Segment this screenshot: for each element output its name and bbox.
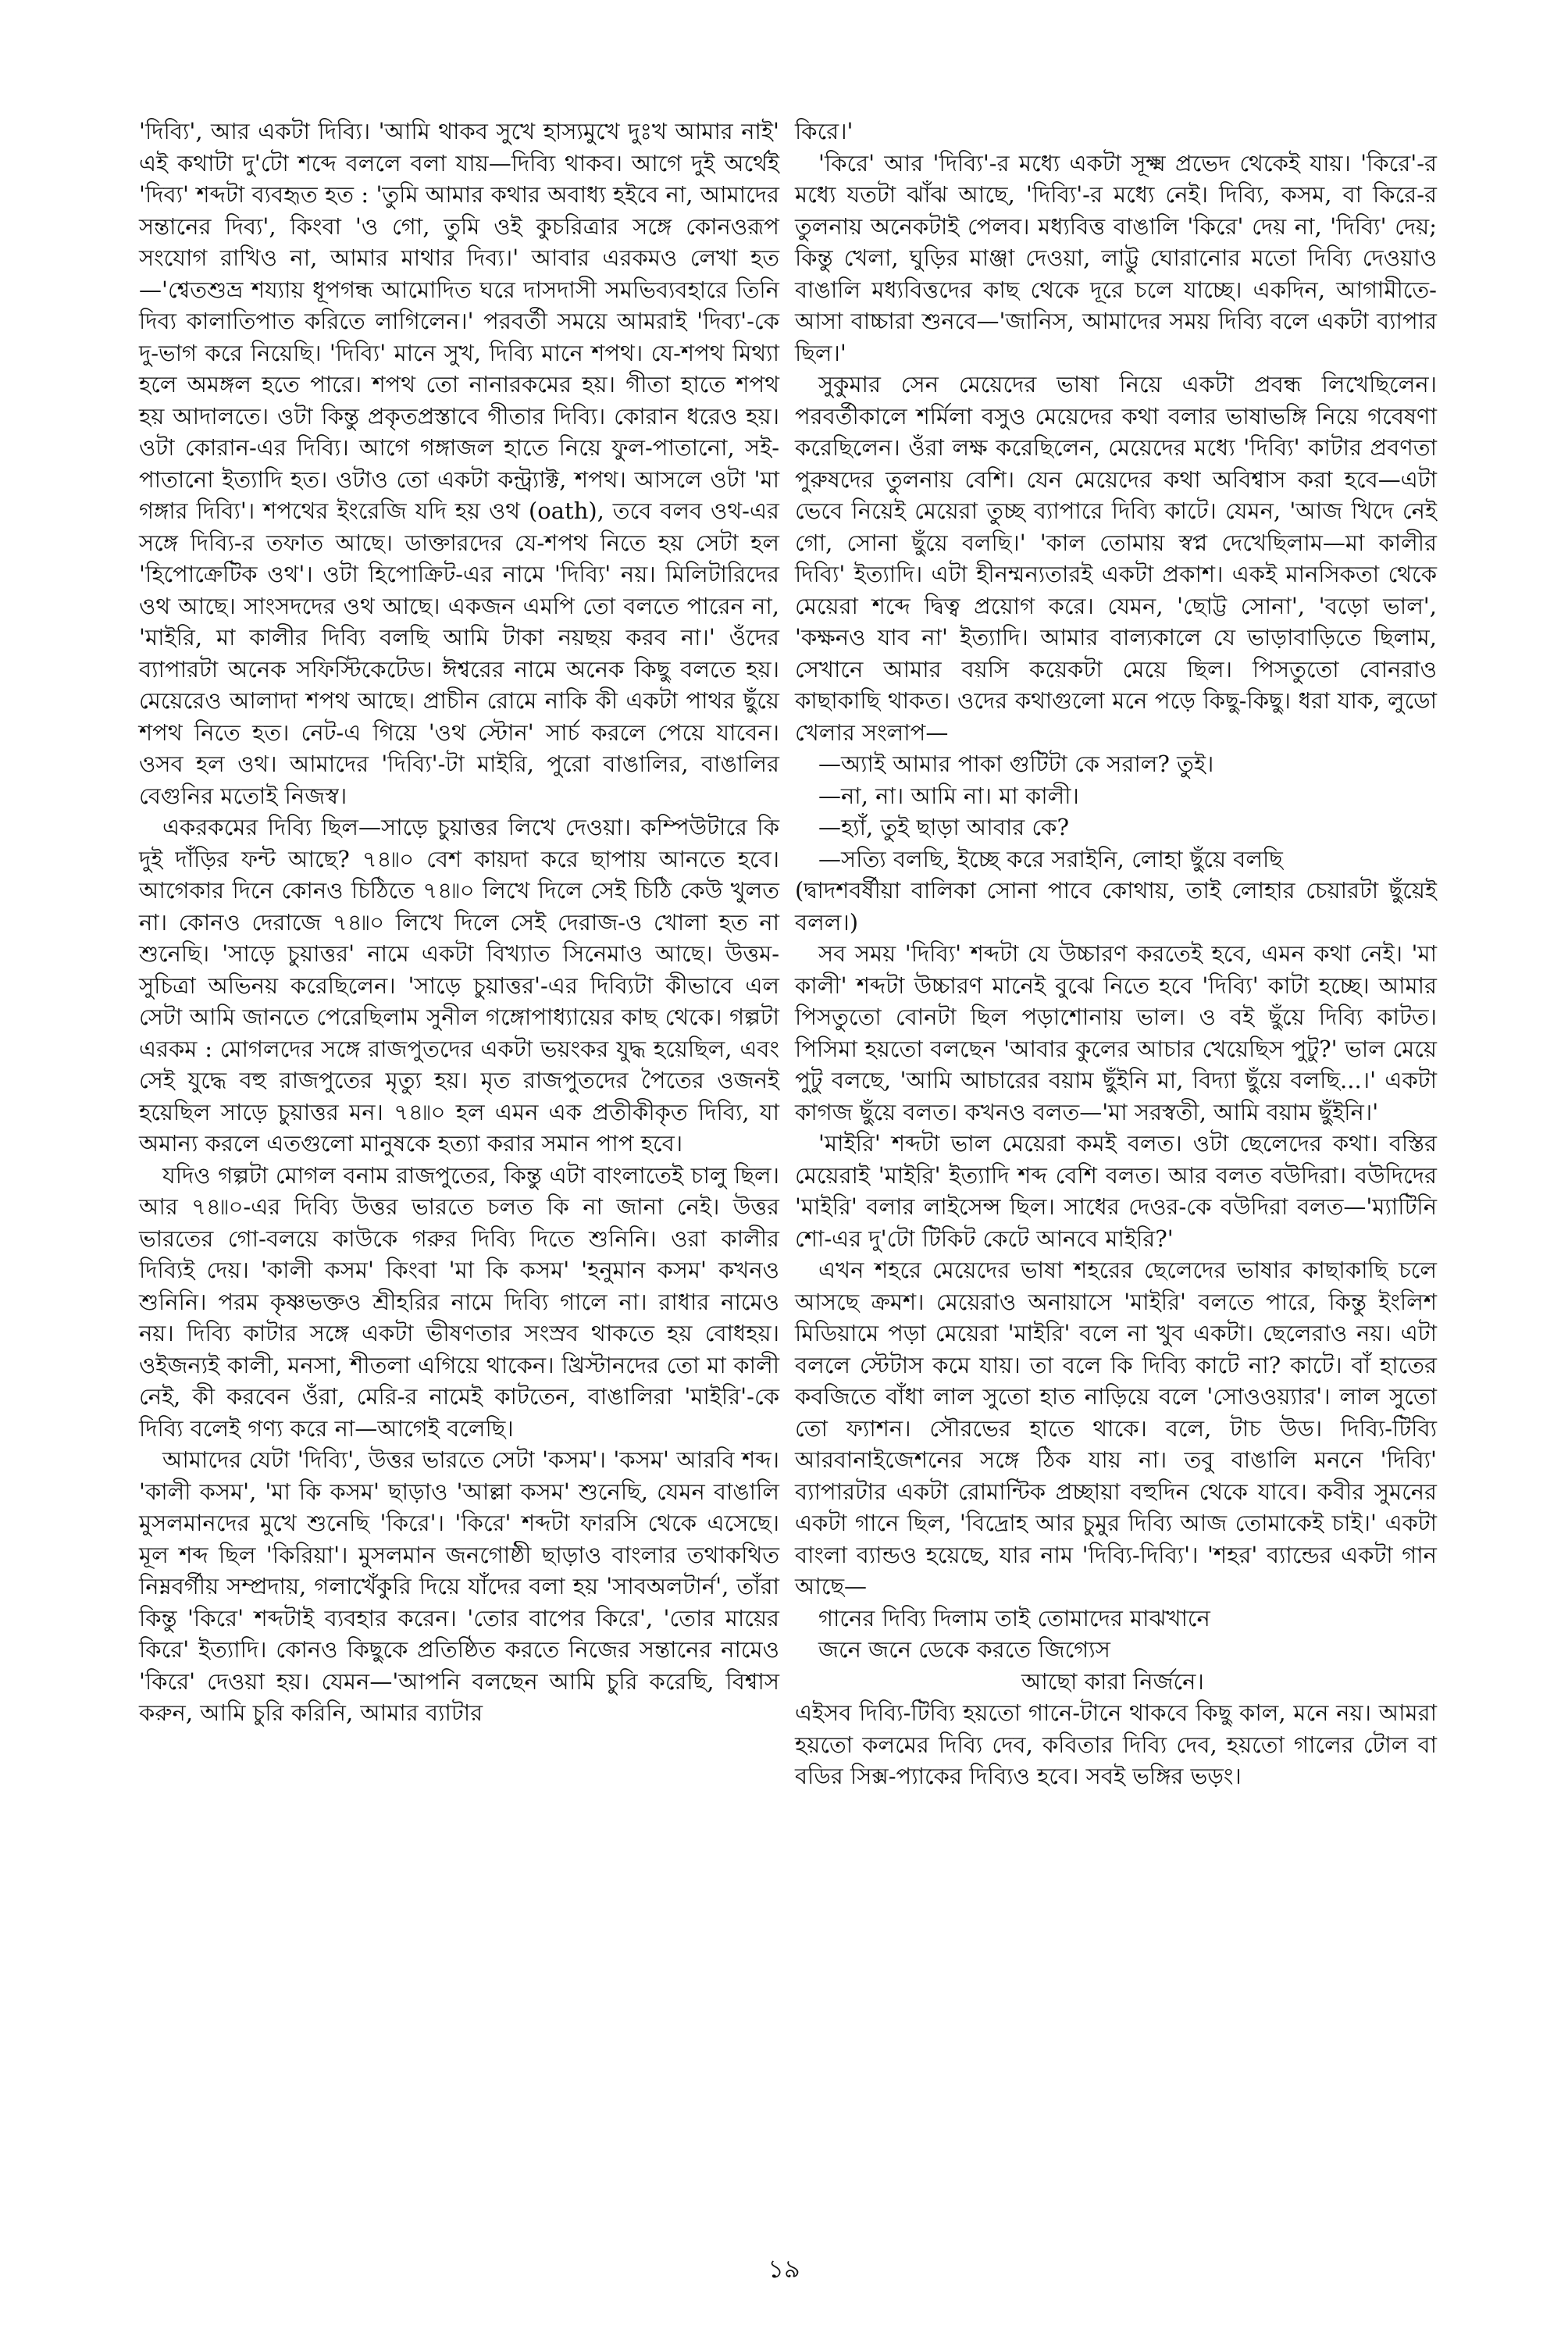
- dialogue-line: —হ্যাঁ, তুই ছাড়া আবার কে?: [818, 814, 1070, 840]
- dialogue-line: —সত্যি বলছি, ইচ্ছে করে সরাইনি, লোহা ছুঁয়ে বলছি: [818, 845, 1283, 872]
- paragraph: যদিও গল্পটা মোগল বনাম রাজপুতের, কিন্তু এটা বাংলাতেই চালু ছিল। আর ৭৪৷৷০-এর দিব্যি উত্তর ভারতে চলত কি না জানা নেই। উত্তর ভারতের গো-বলয়ে কাউকে গরুর দিব্যি দিতে শুনিনি। ওরা কালীর দিব্যিই দেয়। 'কালী কসম' কিংবা 'মা কি কসম' 'হনুমান কসম' কখনও শুনিনি। পরম কৃষ্ণভক্তও শ্রীহরির নামে দিব্যি গালে না। রাধার নামেও নয়। দিব্যি কাটার সঙ্গে একটা ভীষণতার সংস্রব থাকতে হয় বোধহয়। ওইজন্যই কালী, মনসা, শীতলা এগিয়ে থাকেন। খ্রিস্টানদের তো মা কালী নেই, কী করবেন ওঁরা, মেরি-র নামেই কাটতেন, বাঙালিরা 'মাইরি'-কে দিব্যি বলেই গণ্য করে না—আগেই বলেছি।: [139, 1161, 779, 1442]
- left-column: [139, 116, 779, 1729]
- paragraph: 'দিব্যি', আর একটা দিব্যি। 'আমি থাকব সুখে হাস্যমুখে দুঃখ আমার নাই' এই কথাটা দু'টো শব্দে বললে বলা যায়—দিব্যি থাকব। আগে দুই অর্থেই 'দিব্য' শব্দটা ব্যবহৃত হত : 'তুমি আমার কথার অবাধ্য হইবে না, আমাদের সন্তানের দিব্য', কিংবা 'ও গো, তুমি ওই কুচরিত্রার সঙ্গে কোনওরূপ সংযোগ রাখিও না, আমার মাথার দিব্য।' আবার এরকমও লেখা হত—'শ্বেতশুভ্র শয্যায় ধূপগন্ধ আমোদিত ঘরে দাসদাসী সমভিব্যবহারে তিনি দিব্য কালাতিপাত করিতে লাগিলেন।' পরবর্তী সময়ে আমরাই 'দিব্য'-কে দু-ভাগ করে নিয়েছি। 'দিব্যি' মানে সুখ, দিব্যি মানে শপথ। যে-শপথ মিথ্যা হলে অমঙ্গল হতে পারে। শপথ তো নানারকমের হয়। গীতা হাতে শপথ হয় আদালতে। ওটা কিন্তু প্রকৃতপ্রস্তাবে গীতার দিব্যি। কোরান ধরেও হয়। ওটা কোরান-এর দিব্যি। আগে গঙ্গাজল হাতে নিয়ে ফুল-পাতানো, সই-পাতানো ইত্যাদি হত। ওটাও তো একটা কন্ট্র্যাক্ট, শপথ। আসলে ওটা 'মা গঙ্গার দিব্যি'। শপথের ইংরেজি যদি হয় ওথ (oath), তবে বলব ওথ-এর সঙ্গে দিব্যি-র তফাত আছে। ডাক্তারদের যে-শপথ নিতে হয় সেটা হল 'হিপোক্রেটিক ওথ'। ওটা হিপোক্রিট-এর নামে 'দিব্যি' নয়। মিলিটারিদের ওথ আছে। সাংসদদের ওথ আছে। একজন এমপি তো বলতে পারেন না, 'মাইরি, মা কালীর দিব্যি বলছি আমি টাকা নয়ছয় করব না।' ওঁদের ব্যাপারটা অনেক সফিস্টিকেটেড। ঈশ্বরের নামে অনেক কিছু বলতে হয়। মেয়েরেও আলাদা শপথ আছে। প্রাচীন রোমে নাকি কী একটা পাথর ছুঁয়ে শপথ নিতে হত। নেট-এ গিয়ে 'ওথ স্টোন' সার্চ করলে পেয়ে যাবেন। ওসব হল ওথ। আমাদের 'দিব্যি'-টা মাইরি, পুরো বাঙালির, বাঙালির বেগুনির মতোই নিজস্ব।: [139, 118, 779, 809]
- paragraph: 'মাইরি' শব্দটা ভাল মেয়েরা কমই বলত। ওটা ছেলেদের কথা। বস্তির মেয়েরাই 'মাইরি' ইত্যাদি শব্দ বেশি বলত। আর বলত বউদিরা। বউদিদের 'মাইরি' বলার লাইসেন্স ছিল। সাধের দেওর-কে বউদিরা বলত—'ম্যাটিনি শো-এর দু'টো টিকিট কেটে আনবে মাইরি?': [795, 1130, 1437, 1252]
- paragraph: এখন শহরে মেয়েদের ভাষা শহরের ছেলেদের ভাষার কাছাকাছি চলে আসছে ক্রমশ। মেয়েরাও অনায়াসে 'মাইরি' বলতে পারে, কিন্তু ইংলিশ মিডিয়ামে পড়া মেয়েরা 'মাইরি' বলে না খুব একটা। ছেলেরাও নয়। এটা বললে স্টেটাস কমে যায়। তা বলে কি দিব্যি কাটে না? কাটে। বাঁ হাতের কবজিতে বাঁধা লাল সুতো হাত নাড়িয়ে বলে 'সোওওয়্যার'। লাল সুতো তো ফ্যাশন। সৌরভের হাতে থাকে। বলে, টাচ উড। দিব্যি-টিব্যি আরবানাইজেশনের সঙ্গে ঠিক যায় না। তবু বাঙালি মননে 'দিব্যি' ব্যাপারটার একটা রোমান্টিক প্রচ্ছায়া বহুদিন থেকে যাবে। কবীর সুমনের একটা গানে ছিল, 'বিদ্রোহ আর চুমুর দিব্যি আজ তোমাকেই চাই।' একটা বাংলা ব্যান্ডও হয়েছে, যার নাম 'দিব্যি-দিব্যি'। 'শহর' ব্যান্ডের একটা গান আছে—: [795, 1257, 1437, 1599]
- song-verse-line: আছো কারা নির্জনে।: [1021, 1667, 1204, 1695]
- song-verse-line: জনে জনে ডেকে করতে জিগ্যেস: [818, 1636, 1110, 1663]
- paragraph: (দ্বাদশবর্ষীয়া বালিকা সোনা পাবে কোথায়, তাই লোহার চেয়ারটা ছুঁয়েই বলল।): [795, 877, 1437, 936]
- paragraph: এইসব দিব্যি-টিব্যি হয়তো গানে-টানে থাকবে কিছু কাল, মনে নয়। আমরা হয়তো কলমের দিব্যি দেব, কবিতার দিব্যি দেব, হয়তো গালের টোল বা বডির সিক্স-প্যাকের দিব্যিও হবে। সবই ভঙ্গির ভড়ং।: [795, 1699, 1437, 1789]
- paragraph: সুকুমার সেন মেয়েদের ভাষা নিয়ে একটা প্রবন্ধ লিখেছিলেন। পরবর্তীকালে শর্মিলা বসুও মেয়েদের কথা বলার ভাষাভঙ্গি নিয়ে গবেষণা করেছিলেন। ওঁরা লক্ষ করেছিলেন, মেয়েদের মধ্যে 'দিব্যি' কাটার প্রবণতা পুরুষদের তুলনায় বেশি। যেন মেয়েদের কথা অবিশ্বাস করা হবে—এটা ভেবে নিয়েই মেয়েরা তুচ্ছ ব্যাপারে দিব্যি কাটে। যেমন, 'আজ খিদে নেই গো, সোনা ছুঁয়ে বলছি।' 'কাল তোমায় স্বপ্ন দেখেছিলাম—মা কালীর দিব্যি' ইত্যাদি। এটা হীনম্মন্যতারই একটা প্রকাশ। একই মানসিকতা থেকে মেয়েরা শব্দে দ্বিত্ব প্রয়োগ করে। যেমন, 'ছোট্ট সোনা', 'বড়ো ভাল', 'কক্ষনও যাব না' ইত্যাদি। আমার বাল্যকালে যে ভাড়াবাড়িতে ছিলাম, সেখানে আমার বয়সি কয়েকটা মেয়ে ছিল। পিসতুতো বোনরাও কাছাকাছি থাকত। ওদের কথাগুলো মনে পড়ে কিছু-কিছু। ধরা যাক, লুডো খেলার সংলাপ—: [795, 371, 1437, 746]
- dialogue-line: —অ্যাই আমার পাকা গুটিটা কে সরাল? তুই।: [818, 751, 1214, 777]
- paragraph: কিরে।': [795, 118, 853, 144]
- paragraph: একরকমের দিব্যি ছিল—সাড়ে চুয়াত্তর লিখে দেওয়া। কম্পিউটারে কি দুই দাঁড়ির ফন্ট আছে? ৭৪৷৷০ বেশ কায়দা করে ছাপায় আনতে হবে। আগেকার দিনে কোনও চিঠিতে ৭৪৷৷০ লিখে দিলে সেই চিঠি কেউ খুলত না। কোনও দেরাজে ৭৪৷৷০ লিখে দিলে সেই দেরাজ-ও খোলা হত না শুনেছি। 'সাড়ে চুয়াত্তর' নামে একটা বিখ্যাত সিনেমাও আছে। উত্তম-সুচিত্রা অভিনয় করেছিলেন। 'সাড়ে চুয়াত্তর'-এর দিব্যিটা কীভাবে এল সেটা আমি জানতে পেরেছিলাম সুনীল গঙ্গোপাধ্যায়ের কাছ থেকে। গল্পটা এরকম : মোগলদের সঙ্গে রাজপুতদের একটা ভয়ংকর যুদ্ধ হয়েছিল, এবং সেই যুদ্ধে বহু রাজপুতের মৃত্যু হয়। মৃত রাজপুতদের পৈতের ওজনই হয়েছিল সাড়ে চুয়াত্তর মন। ৭৪৷৷০ হল এমন এক প্রতীকীকৃত দিব্যি, যা অমান্য করলে এতগুলো মানুষকে হত্যা করার সমান পাপ হবে।: [139, 814, 779, 1157]
- right-column: [795, 116, 1437, 1792]
- paragraph: সব সময় 'দিব্যি' শব্দটা যে উচ্চারণ করতেই হবে, এমন কথা নেই। 'মা কালী' শব্দটা উচ্চারণ মানেই বুঝে নিতে হবে 'দিব্যি' কাটা হচ্ছে। আমার পিসতুতো বোনটা ছিল পড়াশোনায় ভাল। ও বই ছুঁয়ে দিব্যি কাটত। পিসিমা হয়তো বলছেন 'আবার কুলের আচার খেয়েছিস পুটু?' ভাল মেয়ে পুটু বলছে, 'আমি আচারের বয়াম ছুঁইনি মা, বিদ্যা ছুঁয়ে বলছি...।' একটা কাগজ ছুঁয়ে বলত। কখনও বলত—'মা সরস্বতী, আমি বয়াম ছুঁইনি।': [795, 940, 1437, 1125]
- paragraph: আমাদের যেটা 'দিব্যি', উত্তর ভারতে সেটা 'কসম'। 'কসম' আরবি শব্দ। 'কালী কসম', 'মা কি কসম' ছাড়াও 'আল্লা কসম' শুনেছি, যেমন বাঙালি মুসলমানদের মুখে শুনেছি 'কিরে'। 'কিরে' শব্দটা ফারসি থেকে এসেছে। মূল শব্দ ছিল 'কিরিয়া'। মুসলমান জনগোষ্ঠী ছাড়াও বাংলার তথাকথিত নিম্নবর্গীয় সম্প্রদায়, গলাখেঁকুরি দিয়ে যাঁদের বলা হয় 'সাবঅলটার্ন', তাঁরা কিন্তু 'কিরে' শব্দটাই ব্যবহার করেন। 'তোর বাপের কিরে', 'তোর মায়ের কিরে' ইত্যাদি। কোনও কিছুকে প্রতিষ্ঠিত করতে নিজের সন্তানের নামেও 'কিরে' দেওয়া হয়। যেমন—'আপনি বলছেন আমি চুরি করেছি, বিশ্বাস করুন, আমি চুরি করিনি, আমার ব্যাটার: [139, 1446, 779, 1726]
- dialogue-line: —না, না। আমি না। মা কালী।: [818, 782, 1079, 809]
- paragraph: 'কিরে' আর 'দিব্যি'-র মধ্যে একটা সূক্ষ্ম প্রভেদ থেকেই যায়। 'কিরে'-র মধ্যে যতটা ঝাঁঝ আছে, 'দিব্যি'-র মধ্যে নেই। দিব্যি, কসম, বা কিরে-র তুলনায় অনেকটাই পেলব। মধ্যবিত্ত বাঙালি 'কিরে' দেয় না, 'দিব্যি' দেয়; কিন্তু খেলা, ঘুড়ির মাঞ্জা দেওয়া, লাট্টু ঘোরানোর মতো দিব্যি দেওয়াও বাঙালি মধ্যবিত্তদের কাছ থেকে দূরে চলে যাচ্ছে। একদিন, আগামীতে-আসা বাচ্চারা শুনবে—'জানিস, আমাদের সময় দিব্যি বলে একটা ব্যাপার ছিল।': [795, 149, 1437, 366]
- page-number: ১৯: [768, 2254, 800, 2284]
- song-verse-line: গানের দিব্যি দিলাম তাই তোমাদের মাঝখানে: [818, 1604, 1210, 1631]
